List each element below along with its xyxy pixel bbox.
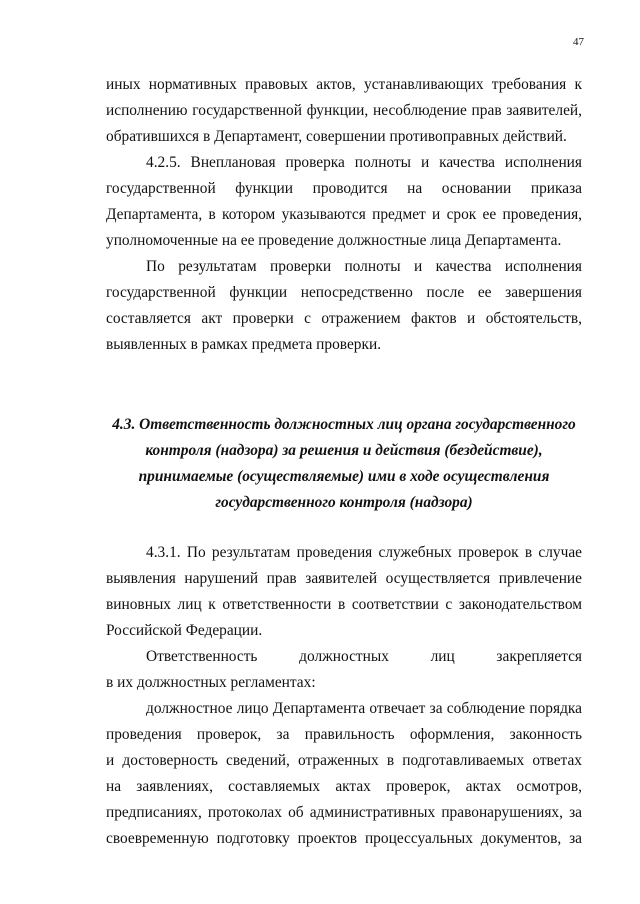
text-line: Департамента, в котором указываются предмет и срок ее проведения,: [106, 206, 582, 223]
paragraph-block-bottom: [106, 540, 582, 852]
heading-line: государственного контроля (надзора): [215, 494, 473, 511]
text-line: проведения проверок, за правильность оформления, законность: [106, 726, 582, 743]
text-line: государственной функции непосредственно после ее завершения: [106, 284, 582, 301]
text-line: иных нормативных правовых актов, устанавливающих требования к: [106, 76, 582, 93]
text-line: на заявлениях, составляемых актах проверок, актах осмотров,: [106, 778, 582, 795]
text-line: своевременную подготовку проектов процессуальных документов, за: [106, 830, 582, 847]
text-line: выявления нарушений прав заявителей осуществляется привлечение: [106, 570, 582, 587]
text-line: обратившихся в Департамент, совершении противоправных действий.: [106, 128, 567, 145]
text-line: Ответственность должностных лиц закрепляется: [146, 648, 582, 665]
text-line: уполномоченные на ее проведение должностные лица Департамента.: [106, 232, 562, 249]
text-line: 4.3.1. По результатам проведения служебных проверок в случае: [146, 544, 582, 561]
text-line: виновных лиц к ответственности в соответствии с законодательством: [106, 596, 582, 613]
text-line: должностное лицо Департамента отвечает за соблюдение порядка: [146, 700, 582, 717]
heading-line: принимаемые (осуществляемые) ими в ходе осуществления: [138, 468, 550, 485]
text-line: 4.2.5. Внеплановая проверка полноты и качества исполнения: [146, 154, 582, 171]
text-line: и достоверность сведений, отраженных в подготавливаемых ответах: [106, 752, 582, 769]
section-heading: [106, 412, 582, 516]
page-number: 47: [573, 36, 584, 48]
text-line: исполнению государственной функции, несоблюдение прав заявителей,: [106, 102, 582, 119]
text-line: в их должностных регламентах:: [106, 674, 316, 691]
text-line: государственной функции проводится на основании приказа: [106, 180, 582, 197]
heading-line: 4.3. Ответственность должностных лиц органа государственного: [112, 416, 576, 433]
text-line: предписаниях, протоколах об административных правонарушениях, за: [106, 804, 582, 821]
text-line: выявленных в рамках предмета проверки.: [106, 336, 382, 353]
heading-line: контроля (надзора) за решения и действия (бездействие),: [145, 442, 543, 459]
text-line: Российской Федерации.: [106, 622, 263, 639]
text-line: По результатам проверки полноты и качества исполнения: [146, 258, 582, 275]
paragraph-block-top: [106, 72, 582, 358]
text-line: составляется акт проверки с отражением фактов и обстоятельств,: [106, 310, 582, 327]
